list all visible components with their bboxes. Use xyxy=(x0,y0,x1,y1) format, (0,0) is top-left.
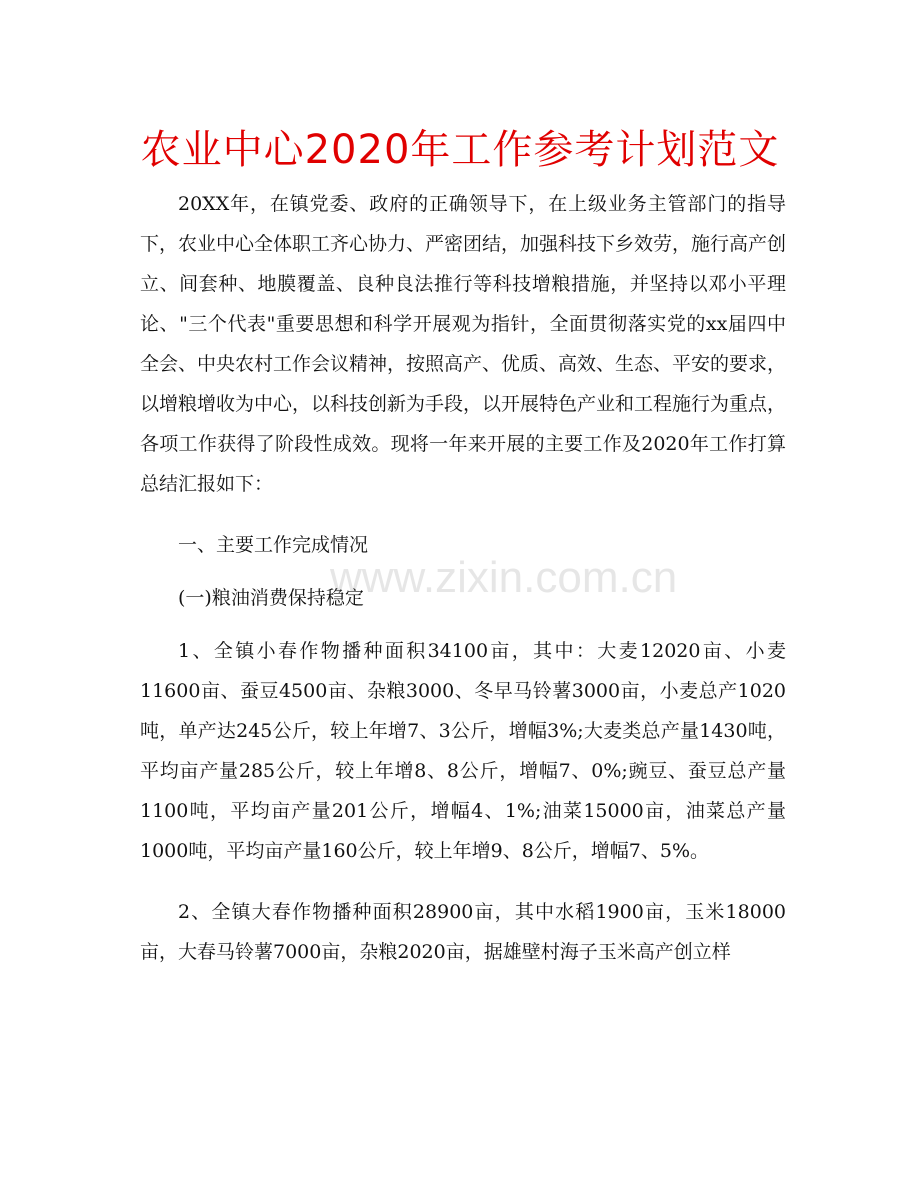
document-body xyxy=(140,184,786,993)
document-title: 农业中心2020年工作参考计划范文 xyxy=(140,127,780,173)
item-1-paragraph: 1、全镇小春作物播种面积34100亩，其中：大麦12020亩、小麦11600亩、蚕豆4500亩、杂粮3000、冬早马铃薯3000亩，小麦总产1020吨，单产达245公斤，较上年增7、3公斤，增幅3%;大麦类总产量1430吨，平均亩产量285公斤，较上年增8、8公斤，增幅7、0%;豌豆、蚕豆总产量1100吨，平均亩产量201公斤，增幅4、1%;油菜15000亩，油菜总产量1000吨，平均亩产量160公斤，较上年增9、8公斤，增幅7、5%。 xyxy=(140,640,786,862)
subsection-heading: (一)粮油消费保持稳定 xyxy=(178,587,364,609)
watermark: www.zixin.com.cn xyxy=(330,553,678,602)
section-heading: 一、主要工作完成情况 xyxy=(178,534,369,556)
item-2-paragraph: 2、全镇大春作物播种面积28900亩，其中水稻1900亩，玉米18000亩，大春马铃薯7000亩，杂粮2020亩，据雄壁村海子玉米高产创立样 xyxy=(140,901,786,963)
intro-paragraph: 20XX年，在镇党委、政府的正确领导下，在上级业务主管部门的指导下，农业中心全体职工齐心协力、严密团结，加强科技下乡效劳，施行高产创立、间套种、地膜覆盖、良种良法推行等科技增粮措施，并坚持以邓小平理论、"三个代表"重要思想和科学开展观为指针，全面贯彻落实党的xx届四中全会、中央农村工作会议精神，按照高产、优质、高效、生态、平安的要求，以增粮增收为中心，以科技创新为手段，以开展特色产业和工程施行为重点，各项工作获得了阶段性成效。现将一年来开展的主要工作及2020年工作打算总结汇报如下： xyxy=(140,193,787,495)
